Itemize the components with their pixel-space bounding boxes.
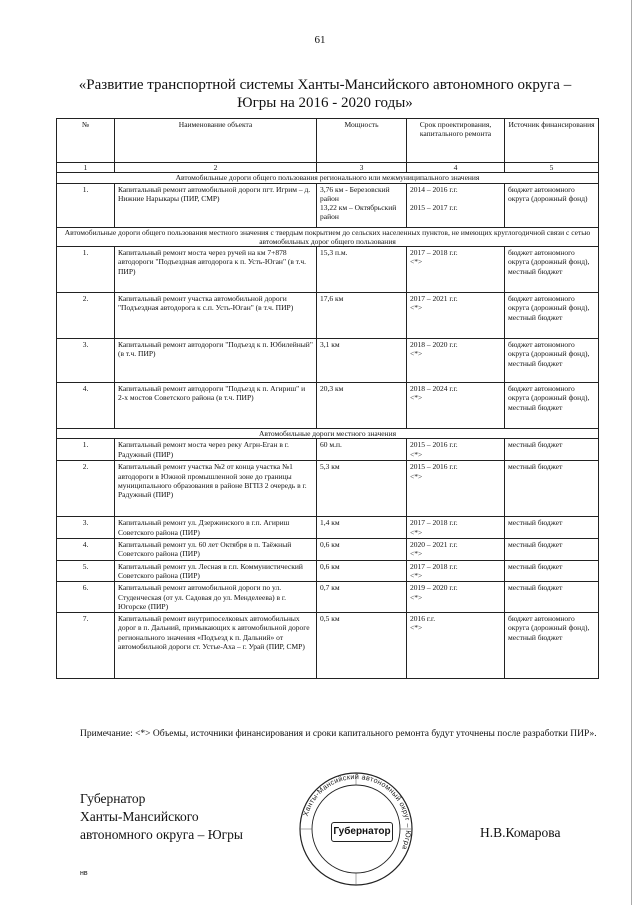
object-capacity: 0,7 км — [317, 582, 407, 613]
table-row — [57, 582, 599, 613]
table-row — [57, 339, 599, 383]
funding-source: местный бюджет — [505, 461, 599, 517]
table-row — [57, 439, 599, 461]
object-capacity: 17,6 км — [317, 293, 407, 339]
header-num: № — [57, 119, 115, 163]
signature-position — [80, 790, 243, 844]
objects-table — [56, 118, 599, 679]
funding-source: местный бюджет — [505, 560, 599, 582]
object-capacity: 3,1 км — [317, 339, 407, 383]
object-name: Капитальный ремонт внутрипоселковых автомобильных дорог в п. Дальний, примыкающих к автомобильной дороге регионального значения «Подъезд к п. Дальний» от автомобильной дороги ст. Устье-Аха – г. Урай (ПИР, СМР) — [115, 613, 317, 679]
column-number: 1 — [57, 163, 115, 173]
header-term: Срок проектирования, капитального ремонта — [407, 119, 505, 163]
row-number: 3. — [57, 517, 115, 539]
table-row — [57, 461, 599, 517]
section-title: Автомобильные дороги общего пользования регионального или межмуниципального значения — [57, 173, 599, 183]
object-name: Капитальный ремонт ул. Дзержинского в г.п. Агириш Советского района (ПИР) — [115, 517, 317, 539]
table-row — [57, 247, 599, 293]
funding-source: бюджет автономного округа (дорожный фонд), местный бюджет — [505, 293, 599, 339]
signatory-name: Н.В.Комарова — [480, 825, 561, 840]
scan-edge-line — [631, 0, 632, 905]
funding-source: местный бюджет — [505, 539, 599, 561]
page-number: 61 — [314, 34, 326, 46]
funding-source: местный бюджет — [505, 582, 599, 613]
table-row — [57, 517, 599, 539]
object-capacity: 1,4 км — [317, 517, 407, 539]
object-term: 2018 – 2024 г.г. <*> — [407, 383, 505, 429]
header-capacity: Мощность — [317, 119, 407, 163]
row-number: 4. — [57, 539, 115, 561]
column-number: 3 — [317, 163, 407, 173]
object-capacity: 3,76 км - Березовский район 13,22 км – Октябрьский район — [317, 183, 407, 227]
row-number: 1. — [57, 247, 115, 293]
table-row — [57, 539, 599, 561]
object-capacity: 5,3 км — [317, 461, 407, 517]
row-number: 4. — [57, 383, 115, 429]
object-name: Капитальный ремонт автодороги "Подъезд к п. Агириш" и 2-х мостов Советского района (в т.ч. ПИР) — [115, 383, 317, 429]
funding-source: местный бюджет — [505, 439, 599, 461]
table-row — [57, 613, 599, 679]
seal-ring-text: Ханты-Мансийский автономный округ – Югра — [300, 771, 414, 852]
column-number: 4 — [407, 163, 505, 173]
header-name: Наименование объекта — [115, 119, 317, 163]
table-row — [57, 183, 599, 227]
section-header-row — [57, 429, 599, 439]
object-capacity: 0,6 км — [317, 539, 407, 561]
footer-mark: нв — [80, 870, 88, 877]
row-number: 2. — [57, 461, 115, 517]
row-number: 1. — [57, 439, 115, 461]
funding-source: бюджет автономного округа (дорожный фонд), местный бюджет — [505, 613, 599, 679]
section-title: Автомобильные дороги местного значения — [57, 429, 599, 439]
section-title: Автомобильные дороги общего пользования местного значения с твердым покрытием до сельских населенных пунктов, не имеющих круглогодичной связи с сетью автомобильных дорог общего пользования — [57, 227, 599, 247]
row-number: 1. — [57, 183, 115, 227]
table-body — [57, 173, 599, 679]
funding-source: местный бюджет — [505, 517, 599, 539]
object-name: Капитальный ремонт моста через ручей на км 7+878 автодороги "Подъездная автодорога к п. Усть-Юган" (в т.ч. ПИР) — [115, 247, 317, 293]
object-term: 2017 – 2018 г.г. <*> — [407, 247, 505, 293]
header-source: Источник финансирования — [505, 119, 599, 163]
table-row — [57, 560, 599, 582]
object-term: 2017 – 2018 г.г. <*> — [407, 560, 505, 582]
funding-source: бюджет автономного округа (дорожный фонд), местный бюджет — [505, 383, 599, 429]
row-number: 6. — [57, 582, 115, 613]
object-term: 2018 – 2020 г.г. <*> — [407, 339, 505, 383]
object-name: Капитальный ремонт автомобильной дороги по ул. Студенческая (от ул. Садовая до ул. Менделеева) в г. Югорске (ПИР) — [115, 582, 317, 613]
object-term: 2020 – 2021 г.г. <*> — [407, 539, 505, 561]
table-row — [57, 383, 599, 429]
object-term: 2015 – 2016 г.г. <*> — [407, 439, 505, 461]
section-header-row — [57, 227, 599, 247]
row-number: 5. — [57, 560, 115, 582]
position-line-1: Губернатор — [80, 791, 146, 806]
object-name: Капитальный ремонт автомобильной дороги пгт. Игрим – д. Нижние Нарыкары (ПИР, СМР) — [115, 183, 317, 227]
title-line-1: «Развитие транспортной системы Ханты-Мансийского автономного округа – — [78, 77, 572, 93]
object-capacity: 15,3 п.м. — [317, 247, 407, 293]
object-capacity: 0,5 км — [317, 613, 407, 679]
row-number: 2. — [57, 293, 115, 339]
object-name: Капитальный ремонт ул. Лесная в г.п. Коммунистический Советского района (ПИР) — [115, 560, 317, 582]
object-capacity: 0,6 км — [317, 560, 407, 582]
stamp-label: Губернатор — [331, 822, 393, 842]
funding-source: бюджет автономного округа (дорожный фонд), местный бюджет — [505, 339, 599, 383]
object-term: 2017 – 2018 г.г. <*> — [407, 517, 505, 539]
object-name: Капитальный ремонт участка №2 от конца участка №1 автодороги в Южной промышленной зоне до границы муниципального образования в районе ВГПЗ 2 очередь в г. Радужный (ПИР) — [115, 461, 317, 517]
footnote: Примечание: <*> Объемы, источники финансирования и сроки капитального ремонта будут уточнены после разработки ПИР». — [80, 729, 597, 739]
object-capacity: 20,3 км — [317, 383, 407, 429]
title-line-2: Югры на 2016 - 2020 годы» — [237, 95, 413, 111]
object-term: 2019 – 2020 г.г. <*> — [407, 582, 505, 613]
object-term: 2015 – 2016 г.г. <*> — [407, 461, 505, 517]
position-line-3: автономного округа – Югры — [80, 827, 243, 842]
row-number: 7. — [57, 613, 115, 679]
object-name: Капитальный ремонт автодороги "Подъезд к п. Юбилейный" (в т.ч. ПИР) — [115, 339, 317, 383]
column-number: 5 — [505, 163, 599, 173]
object-term: 2014 – 2016 г.г. 2015 – 2017 г.г. — [407, 183, 505, 227]
funding-source: бюджет автономного округа (дорожный фонд) — [505, 183, 599, 227]
object-name: Капитальный ремонт ул. 60 лет Октября в п. Таёжный Советского района (ПИР) — [115, 539, 317, 561]
document-title — [60, 76, 590, 112]
position-line-2: Ханты-Мансийского — [80, 809, 199, 824]
funding-source: бюджет автономного округа (дорожный фонд), местный бюджет — [505, 247, 599, 293]
object-name: Капитальный ремонт моста через реку Агрн-Еган в г. Радужный (ПИР) — [115, 439, 317, 461]
object-term: 2017 – 2021 г.г. <*> — [407, 293, 505, 339]
object-capacity: 60 м.п. — [317, 439, 407, 461]
section-header-row — [57, 173, 599, 183]
table-row — [57, 293, 599, 339]
column-number: 2 — [115, 163, 317, 173]
object-name: Капитальный ремонт участка автомобильной дороги "Подъездная автодорога к с.п. Усть-Юган" (в т.ч. ПИР) — [115, 293, 317, 339]
row-number: 3. — [57, 339, 115, 383]
object-term: 2016 г.г. <*> — [407, 613, 505, 679]
